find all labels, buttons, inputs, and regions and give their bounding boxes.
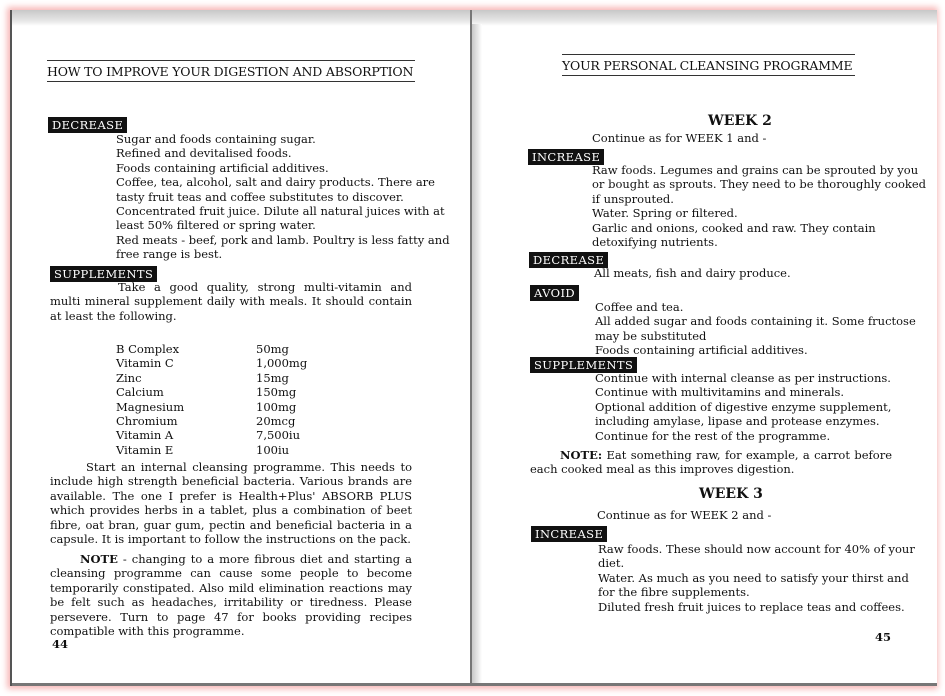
left-page [10,10,472,686]
page-gutter-shadow [472,24,482,686]
week3-title: WEEK 3 [699,486,763,502]
nutrient-amount: 100mg [256,399,297,414]
page-top-shadow [472,10,937,26]
cleansing-paragraph-text: Start an internal cleansing programme. This needs to include high strength beneficial bacteria. Various brands are available. The one I prefer is Health+Plus' ABSORB PLUS which provides herbs in a tablet, plus a combination of beet fibre, oat bran, guar gum, pectin and beneficial bacteria in a capsule. It is important to follow the instructions on the pack. [50,460,412,547]
table-row [116,443,307,457]
week2-title: WEEK 2 [708,113,772,129]
list-item: Refined and devitalised foods. [116,146,292,161]
list-item: detoxifying nutrients. [592,235,718,250]
note-text: - changing to a more fibrous diet and starting a cleansing programme can cause some people to become temporarily constipated. Also mild elimination reactions may be felt such as headaches, irritability or tiredness. Please persevere. Turn to page 47 for books providing recipes compatible with this programme. [50,552,412,639]
page-number: 45 [875,630,892,644]
table-row [116,356,307,370]
list-item: if unsprouted. [592,191,674,206]
list-item: All meats, fish and dairy produce. [594,266,791,280]
nutrient-amount: 1,000mg [256,356,308,371]
list-item: Water. Spring or filtered. [592,206,738,221]
table-row [116,385,307,399]
supplements-label: SUPPLEMENTS [530,357,637,373]
list-item: for the fibre supplements. [598,585,750,600]
nutrient-amount: 7,500iu [256,428,301,443]
list-item: Raw foods. These should now account for 40% of your [598,542,915,556]
nutrient-amount: 150mg [256,385,297,400]
list-item: free range is best. [116,247,223,262]
list-item: Water. As much as you need to satisfy your thirst and [598,570,909,585]
list-item: Optional addition of digestive enzyme supplement, [595,399,892,414]
nutrient-amount: 20mcg [256,414,296,429]
table-row [116,342,307,356]
nutrient-name: Vitamin A [116,428,174,443]
right-page [470,10,937,686]
page-header: YOUR PERSONAL CLEANSING PROGRAMME [562,54,855,76]
increase-list [592,163,926,249]
list-item: Continue for the rest of the programme. [595,428,831,443]
list-item: or bought as sprouts. They need to be thoroughly cooked [592,177,927,192]
nutrient-amount: 50mg [256,342,289,356]
list-item: least 50% filtered or spring water. [116,218,316,233]
list-item: Diluted fresh fruit juices to replace teas and coffees. [598,599,905,614]
supplements-intro [50,280,412,323]
decrease-list [116,132,450,262]
avoid-label: AVOID [530,285,579,301]
supplements-label: SUPPLEMENTS [50,266,157,282]
cleansing-paragraph [50,460,412,546]
list-item: Continue with multivitamins and minerals. [595,385,845,400]
page-number: 44 [52,637,69,651]
note-label: NOTE [80,552,118,566]
supplements-list [595,371,891,443]
nutrient-name: Vitamin E [116,442,174,457]
list-item: diet. [598,556,625,571]
list-item: Red meats - beef, pork and lamb. Poultry is less fatty and [116,232,450,247]
nutrient-name: Chromium [116,414,178,429]
list-item: Sugar and foods containing sugar. [116,132,316,146]
table-row [116,400,307,414]
nutrient-name: Calcium [116,385,164,400]
nutrient-name: Vitamin C [116,356,174,371]
decrease-list [594,266,791,280]
decrease-label: DECREASE [529,252,608,268]
nutrient-amount: 100iu [256,442,290,457]
page-bottom-edge [472,683,937,686]
list-item: All added sugar and foods containing it. Some fructose [595,314,916,329]
list-item: Raw foods. Legumes and grains can be sprouted by you [592,163,919,177]
supplements-intro-text: Take a good quality, strong multi-vitamin and multi mineral supplement daily with meals. It should contain at least the following. [50,280,412,323]
note-paragraph [530,448,892,477]
increase-label: INCREASE [528,149,604,165]
table-row [116,371,307,385]
note-label: NOTE: [560,448,603,462]
increase-list [598,542,915,614]
list-item: including amylase, lipase and protease enzymes. [595,414,880,429]
table-row [116,414,307,428]
page-header: HOW TO IMPROVE YOUR DIGESTION AND ABSORPTION [47,60,415,82]
note-text: Eat something raw, for example, a carrot before each cooked meal as this improves digestion. [530,448,892,477]
list-item: Coffee, tea, alcohol, salt and dairy products. There are [116,175,435,190]
list-item: Concentrated fruit juice. Dilute all natural juices with at [116,204,445,219]
list-item: Continue with internal cleanse as per instructions. [595,371,891,385]
decrease-label: DECREASE [48,117,127,133]
table-row [116,428,307,442]
page-bottom-edge [12,683,472,686]
week3-intro: Continue as for WEEK 2 and - [597,508,772,522]
list-item: Coffee and tea. [595,300,684,314]
list-item: tasty fruit teas and coffee substitutes to discover. [116,189,404,204]
week2-intro: Continue as for WEEK 1 and - [592,131,767,145]
note-paragraph [50,552,412,638]
list-item: may be substituted [595,328,707,343]
nutrient-name: Magnesium [116,399,185,414]
avoid-list [595,300,916,358]
page-top-shadow [12,10,472,26]
nutrient-name: Zinc [116,370,142,385]
supplement-table [116,342,307,457]
increase-label: INCREASE [531,526,607,542]
nutrient-amount: 15mg [256,370,289,385]
list-item: Foods containing artificial additives. [116,160,329,175]
nutrient-name: B Complex [116,342,180,356]
list-item: Garlic and onions, cooked and raw. They contain [592,220,876,235]
list-item: Foods containing artificial additives. [595,343,808,358]
